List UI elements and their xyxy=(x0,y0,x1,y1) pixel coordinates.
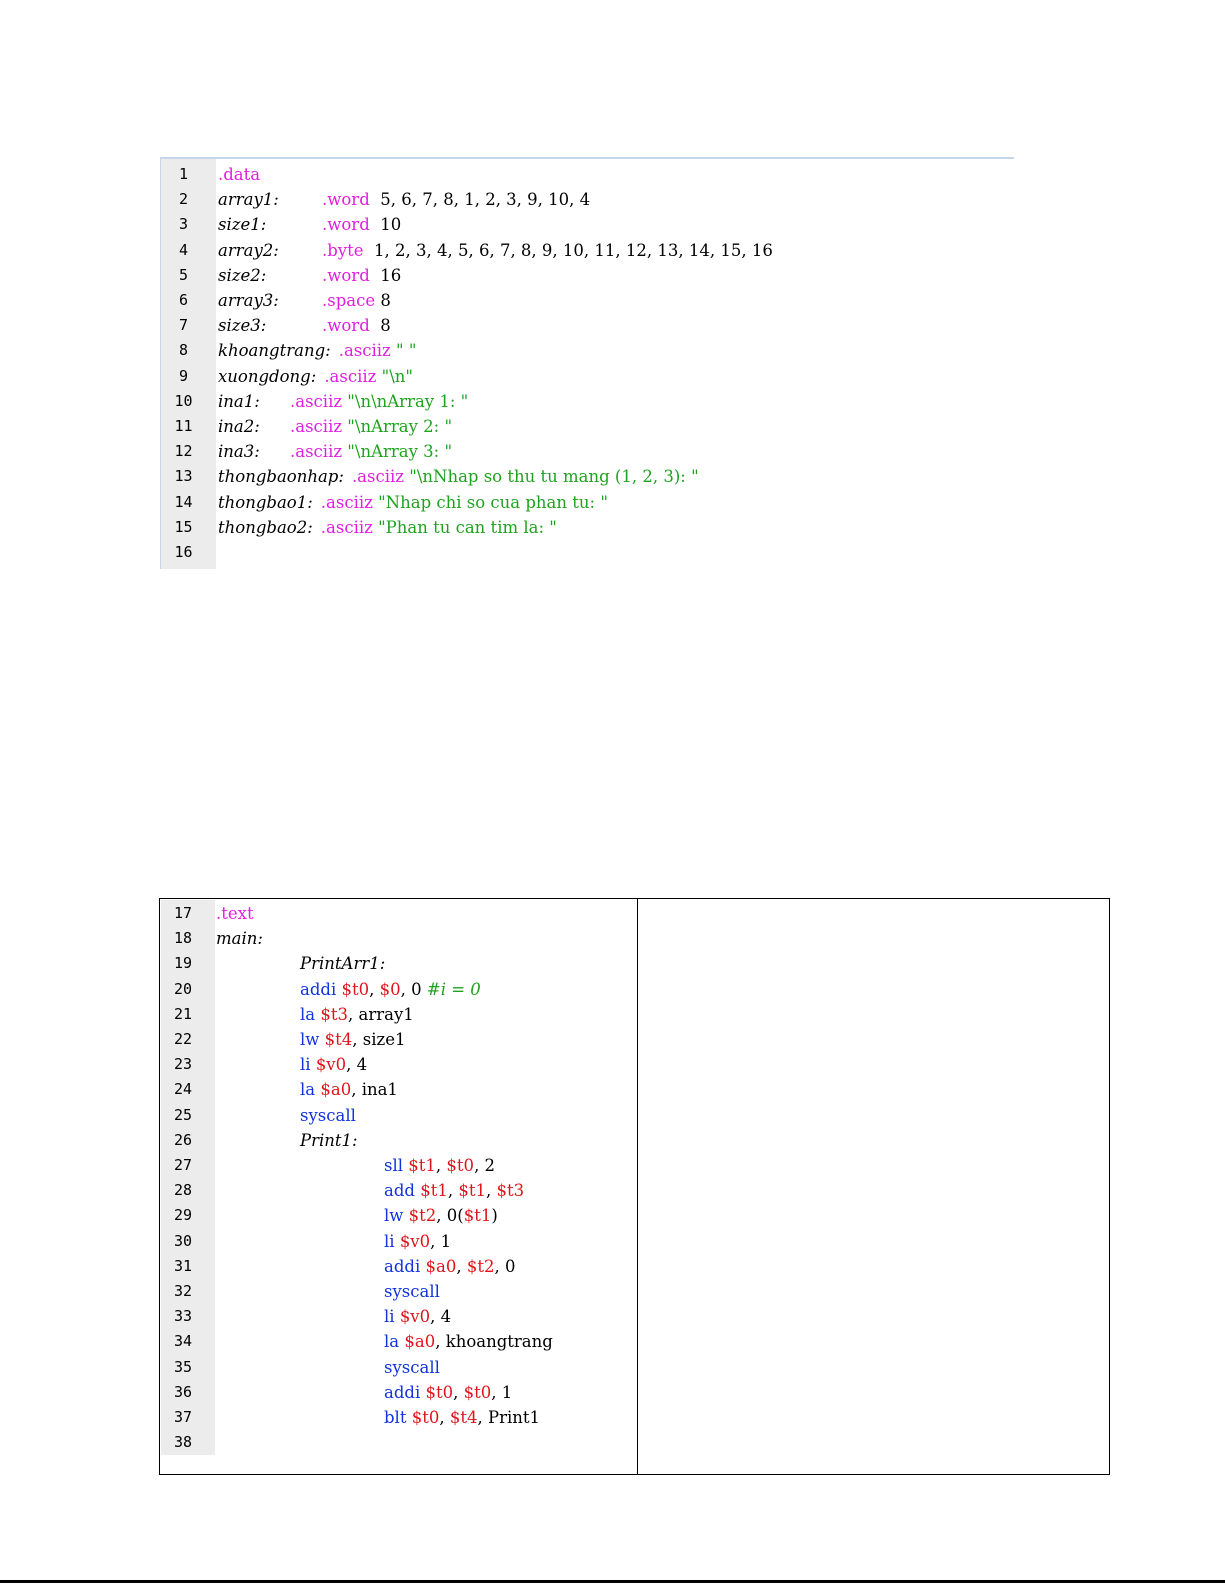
register-token: $a0 xyxy=(404,1332,436,1352)
code-line xyxy=(161,515,1014,540)
code-text xyxy=(216,1153,495,1178)
line-number: 21 xyxy=(173,1004,193,1023)
directive-token: .space xyxy=(322,291,376,310)
code-text xyxy=(218,313,391,338)
code-line xyxy=(161,338,1014,363)
operand-token: , khoangtrang xyxy=(435,1332,553,1352)
line-number: 5 xyxy=(178,265,189,284)
code-text xyxy=(216,1279,440,1304)
register-token: $t0 xyxy=(341,979,370,999)
code-text xyxy=(216,1329,553,1354)
code-line xyxy=(161,364,1014,389)
code-line xyxy=(161,1077,636,1102)
code-line xyxy=(161,1103,636,1128)
code-line xyxy=(161,389,1014,414)
line-number: 11 xyxy=(174,417,193,435)
operand-token: , ina1 xyxy=(351,1080,398,1100)
register-token: $v0 xyxy=(399,1307,431,1327)
label-token: thongbaonhap: xyxy=(218,467,344,487)
directive-token: .asciiz xyxy=(290,391,343,411)
opcode-token: addi xyxy=(384,1382,426,1402)
code-text xyxy=(216,1027,406,1052)
code-text xyxy=(218,389,468,414)
comment-token: # xyxy=(426,979,441,999)
argument-token: 1, 2, 3, 4, 5, 6, 7, 8, 9, 10, 11, 12, 13, 14, 15, 16 xyxy=(363,240,773,260)
code-line xyxy=(161,439,1014,464)
line-number: 19 xyxy=(173,954,193,973)
line-number: 8 xyxy=(178,341,189,360)
register-token: $t0 xyxy=(463,1382,492,1402)
line-number: 22 xyxy=(173,1030,193,1048)
code-line xyxy=(161,951,636,976)
directive-token: .asciiz xyxy=(290,417,343,436)
code-line xyxy=(161,1405,636,1430)
line-number: 4 xyxy=(178,240,189,259)
directive-token: .word xyxy=(322,215,370,235)
argument-token: "Nhap chi so cua phan tu: " xyxy=(378,492,608,512)
register-token: $t3 xyxy=(496,1181,525,1201)
code-text xyxy=(218,212,401,237)
line-number: 28 xyxy=(173,1181,193,1200)
opcode-token: la xyxy=(384,1332,405,1352)
line-number: 2 xyxy=(178,190,189,209)
directive-token: .asciiz xyxy=(290,442,343,462)
line-number: 17 xyxy=(173,904,193,922)
code-line xyxy=(161,1128,636,1153)
register-token: $t2 xyxy=(408,1206,437,1226)
code-line xyxy=(161,1002,636,1027)
argument-token: "\n\nArray 1: " xyxy=(347,391,469,411)
directive-token: .asciiz xyxy=(320,517,373,537)
code-text xyxy=(218,238,773,263)
label-token: size3: xyxy=(218,316,267,336)
code-line xyxy=(161,1153,636,1178)
line-number: 32 xyxy=(173,1282,193,1300)
code-line xyxy=(161,1355,636,1380)
register-token: $0 xyxy=(379,979,401,999)
register-token: $t1 xyxy=(420,1181,448,1201)
line-number: 16 xyxy=(174,543,193,561)
code-text xyxy=(218,464,699,489)
code-line xyxy=(161,414,1014,439)
line-number: 34 xyxy=(173,1332,193,1351)
line-number: 26 xyxy=(173,1130,193,1149)
operand-token: , xyxy=(486,1181,497,1201)
register-token: $t0 xyxy=(411,1408,440,1427)
register-token: $t1 xyxy=(408,1156,436,1175)
code-line xyxy=(161,212,1014,237)
label-token: thongbao2: xyxy=(218,517,313,537)
code-text xyxy=(216,1355,440,1380)
directive-token: .word xyxy=(322,265,370,285)
operand-token: , xyxy=(453,1382,464,1402)
operand-token: , 2 xyxy=(474,1156,496,1175)
directive-token: .asciiz xyxy=(320,492,373,512)
register-token: $v0 xyxy=(399,1231,431,1251)
code-text xyxy=(216,1077,398,1102)
code-text xyxy=(218,364,413,389)
code-text xyxy=(216,926,263,951)
code-line xyxy=(161,1203,636,1228)
line-number: 30 xyxy=(173,1231,193,1250)
code-line xyxy=(161,288,1014,313)
label-token: array3: xyxy=(218,291,279,310)
line-number: 12 xyxy=(174,442,193,461)
opcode-token: syscall xyxy=(384,1357,440,1377)
line-number: 38 xyxy=(173,1433,193,1452)
argument-token: "\nNhap so thu tu mang (1, 2, 3): " xyxy=(409,467,699,487)
label-token: Print1: xyxy=(300,1130,358,1150)
operand-token: , xyxy=(456,1256,467,1276)
operand-token: , array1 xyxy=(348,1004,414,1024)
line-number: 33 xyxy=(173,1307,193,1326)
opcode-token: sll xyxy=(384,1156,409,1175)
argument-token: 8 xyxy=(369,316,391,336)
operand-token: , xyxy=(369,979,380,999)
operand-token: , 0 xyxy=(400,979,427,999)
comment-token: i = 0 xyxy=(440,979,481,999)
operand-token: , 4 xyxy=(430,1307,452,1327)
directive-token: .word xyxy=(322,190,370,210)
line-number: 25 xyxy=(173,1105,193,1124)
directive-token: .word xyxy=(322,316,370,336)
line-number: 10 xyxy=(174,391,193,410)
code-line xyxy=(161,464,1014,489)
code-text xyxy=(216,951,385,976)
label-token: xuongdong: xyxy=(218,366,317,386)
line-number: 6 xyxy=(178,291,189,309)
register-token: $v0 xyxy=(315,1055,347,1075)
directive-token: .text xyxy=(216,904,254,923)
register-token: $t1 xyxy=(458,1181,486,1201)
opcode-token: blt xyxy=(384,1408,412,1427)
line-number: 36 xyxy=(173,1382,193,1401)
argument-token: 16 xyxy=(369,265,402,285)
label-token: ina1: xyxy=(218,391,260,411)
directive-token: .asciiz xyxy=(324,366,377,386)
code-line xyxy=(161,1178,636,1203)
code-line xyxy=(161,1430,636,1455)
opcode-token: syscall xyxy=(384,1282,440,1301)
code-text xyxy=(216,1380,512,1405)
operand-token: , xyxy=(447,1181,459,1201)
argument-token: " " xyxy=(396,341,417,361)
opcode-token: add xyxy=(384,1181,421,1201)
directive-token: .asciiz xyxy=(351,467,404,487)
line-number: 29 xyxy=(173,1206,193,1225)
line-number: 24 xyxy=(173,1080,193,1099)
code-line xyxy=(161,926,636,951)
line-number: 20 xyxy=(173,979,193,998)
code-line xyxy=(161,1254,636,1279)
line-number: 18 xyxy=(173,929,193,948)
code-text xyxy=(218,187,590,212)
code-text xyxy=(216,1128,358,1153)
code-table xyxy=(159,898,1110,1475)
label-token: khoangtrang: xyxy=(218,341,331,361)
opcode-token: la xyxy=(300,1004,321,1024)
code-line xyxy=(161,1329,636,1354)
argument-token: 8 xyxy=(375,291,391,310)
register-token: $t0 xyxy=(425,1382,454,1402)
operand-token: , 1 xyxy=(491,1382,513,1402)
operand-token: , xyxy=(439,1408,450,1427)
directive-token: .data xyxy=(218,165,261,184)
line-number: 14 xyxy=(174,492,193,511)
argument-token: 10 xyxy=(369,215,402,235)
code-text xyxy=(216,1254,515,1279)
register-token: $t1 xyxy=(463,1206,492,1226)
code-text xyxy=(218,338,416,363)
code-line xyxy=(161,187,1014,212)
line-number: 27 xyxy=(173,1156,193,1174)
code-line xyxy=(161,238,1014,263)
code-text xyxy=(216,1203,498,1228)
code-line xyxy=(161,1380,636,1405)
code-text xyxy=(216,977,481,1002)
opcode-token: lw xyxy=(300,1030,325,1049)
opcode-token: addi xyxy=(300,979,342,999)
label-token: array2: xyxy=(218,240,279,260)
code-text xyxy=(216,1002,414,1027)
code-text xyxy=(216,1052,367,1077)
line-number: 7 xyxy=(178,316,189,335)
code-text xyxy=(218,288,391,313)
code-text xyxy=(218,414,452,439)
line-number: 3 xyxy=(178,215,189,234)
code-line xyxy=(161,263,1014,288)
code-text xyxy=(216,1178,524,1203)
line-number: 1 xyxy=(178,165,189,183)
argument-token: 5, 6, 7, 8, 1, 2, 3, 9, 10, 4 xyxy=(369,190,591,210)
code-text xyxy=(216,1229,451,1254)
code-text xyxy=(216,1405,540,1430)
label-token: main: xyxy=(216,929,263,949)
label-token: size2: xyxy=(218,265,267,285)
opcode-token: la xyxy=(300,1080,321,1100)
argument-token: "\nArray 2: " xyxy=(347,417,453,436)
argument-token: "\nArray 3: " xyxy=(347,442,453,462)
code-line xyxy=(161,1304,636,1329)
directive-token: .asciiz xyxy=(338,341,391,361)
directive-token: .byte xyxy=(322,240,364,260)
label-token: ina3: xyxy=(218,442,260,462)
code-line xyxy=(161,1279,636,1304)
line-number: 37 xyxy=(173,1408,193,1426)
line-number: 31 xyxy=(173,1256,193,1275)
operand-token: , 0 xyxy=(494,1256,516,1276)
code-text xyxy=(218,490,608,515)
code-text xyxy=(216,1304,451,1329)
code-line xyxy=(161,313,1014,338)
opcode-token: syscall xyxy=(300,1105,356,1125)
register-token: $t0 xyxy=(446,1156,475,1175)
data-section-editor xyxy=(160,157,1014,569)
line-number: 9 xyxy=(178,366,189,385)
opcode-token: li xyxy=(384,1307,400,1327)
label-token: array1: xyxy=(218,190,279,210)
operand-token: , xyxy=(435,1156,447,1175)
opcode-token: lw xyxy=(384,1206,409,1226)
code-line xyxy=(161,162,1014,187)
code-text xyxy=(216,1103,356,1128)
label-token: ina2: xyxy=(218,417,260,436)
register-token: $t4 xyxy=(449,1408,478,1427)
line-number: 15 xyxy=(174,517,193,536)
register-token: $a0 xyxy=(425,1256,457,1276)
opcode-token: addi xyxy=(384,1256,426,1276)
line-number: 13 xyxy=(174,467,193,486)
operand-token: ) xyxy=(491,1206,498,1226)
argument-token: "\n" xyxy=(381,366,413,386)
argument-token: "Phan tu can tim la: " xyxy=(378,517,557,537)
operand-token: , 4 xyxy=(346,1055,368,1075)
register-token: $t2 xyxy=(466,1256,495,1276)
operand-token: , Print1 xyxy=(477,1408,541,1427)
operand-token: , 1 xyxy=(430,1231,452,1251)
page-bottom-rule xyxy=(0,1580,1225,1583)
operand-token: , 0( xyxy=(436,1206,464,1226)
line-number: 35 xyxy=(173,1357,193,1376)
code-line xyxy=(161,490,1014,515)
label-token: PrintArr1: xyxy=(300,954,386,974)
code-line xyxy=(161,977,636,1002)
register-token: $t3 xyxy=(320,1004,348,1024)
operand-token: , size1 xyxy=(352,1030,406,1049)
code-line xyxy=(161,1052,636,1077)
code-line xyxy=(161,540,1014,565)
label-token: size1: xyxy=(218,215,267,235)
code-text xyxy=(218,162,260,187)
code-line xyxy=(161,1027,636,1052)
opcode-token: li xyxy=(384,1231,400,1251)
code-line xyxy=(161,1229,636,1254)
code-text xyxy=(218,515,557,540)
code-text xyxy=(218,439,452,464)
register-token: $t4 xyxy=(324,1030,353,1049)
line-number: 23 xyxy=(173,1055,193,1074)
register-token: $a0 xyxy=(320,1080,352,1100)
code-line xyxy=(161,901,636,926)
code-text xyxy=(216,901,254,926)
notes-cell xyxy=(638,899,1109,1474)
code-text xyxy=(218,263,401,288)
label-token: thongbao1: xyxy=(218,492,313,512)
text-section-editor xyxy=(161,900,636,1455)
opcode-token: li xyxy=(300,1055,316,1075)
